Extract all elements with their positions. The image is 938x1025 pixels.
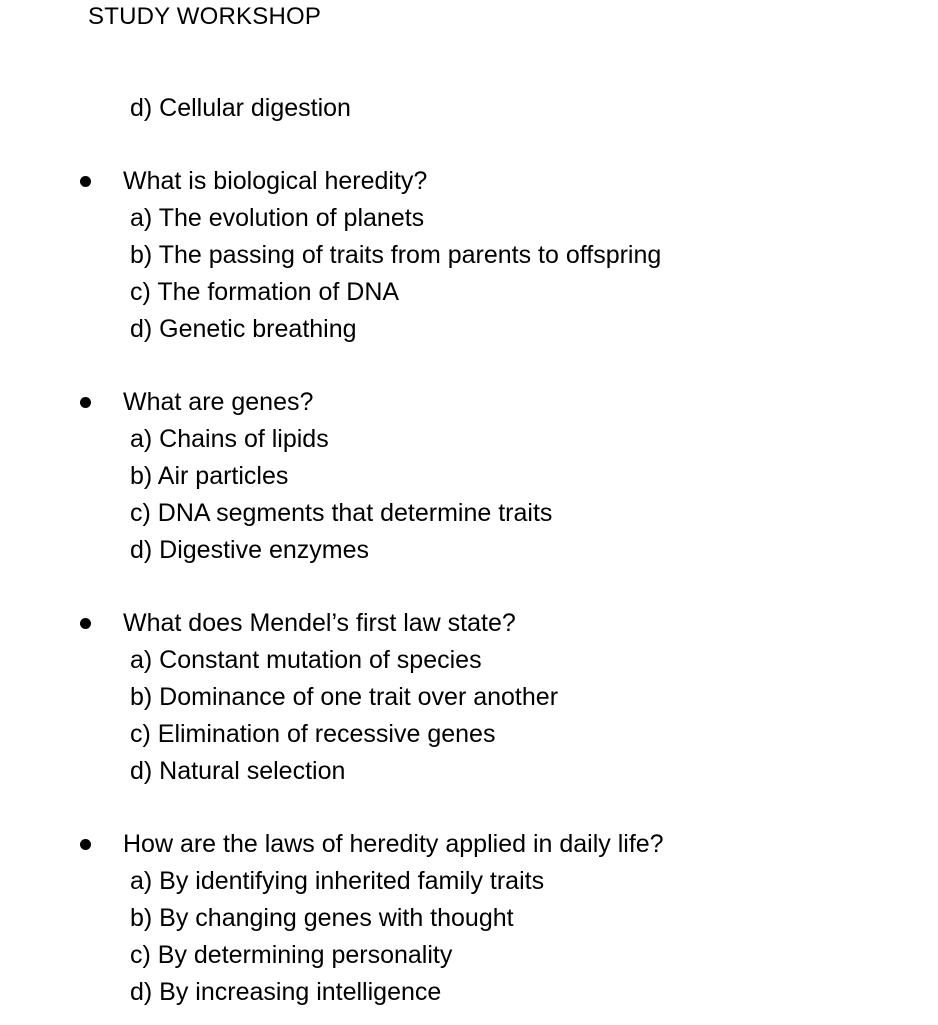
question-3 [0,605,938,790]
option-list [0,421,938,569]
option-d: d) Digestive enzymes [130,536,369,564]
option-b: b) The passing of traits from parents to offspring [130,241,662,269]
option-b: b) Dominance of one trait over another [130,683,559,711]
option-d: d) By increasing intelligence [130,978,442,1006]
question-text: What is biological heredity? [123,167,428,195]
bullet-icon [80,618,91,629]
option-c: c) By determining personality [130,941,453,969]
bullet-icon [80,176,91,187]
option-b: b) By changing genes with thought [130,904,514,932]
option-d: d) Natural selection [130,757,346,785]
question-text: How are the laws of heredity applied in daily life? [123,830,664,858]
option-list [0,200,938,348]
option-c: c) DNA segments that determine traits [130,499,553,527]
option-a: a) By identifying inherited family traits [130,867,545,895]
quiz-content [0,90,938,1011]
question-text: What are genes? [123,388,314,416]
document-title: STUDY WORKSHOP [88,3,322,30]
question-text: What does Mendel’s first law state? [123,609,516,637]
bullet-icon [80,397,91,408]
option-d: d) Genetic breathing [130,315,357,343]
option-a: a) Constant mutation of species [130,646,482,674]
option-c: c) Elimination of recessive genes [130,720,496,748]
option-list [0,863,938,1011]
option-list [0,642,938,790]
option-c: c) The formation of DNA [130,278,400,306]
question-2 [0,384,938,569]
question-1 [0,163,938,348]
option-a: a) The evolution of planets [130,204,425,232]
bullet-icon [80,839,91,850]
option-a: a) Chains of lipids [130,425,329,453]
previous-question-option-d: d) Cellular digestion [130,94,351,122]
question-4 [0,826,938,1011]
option-b: b) Air particles [130,462,289,490]
